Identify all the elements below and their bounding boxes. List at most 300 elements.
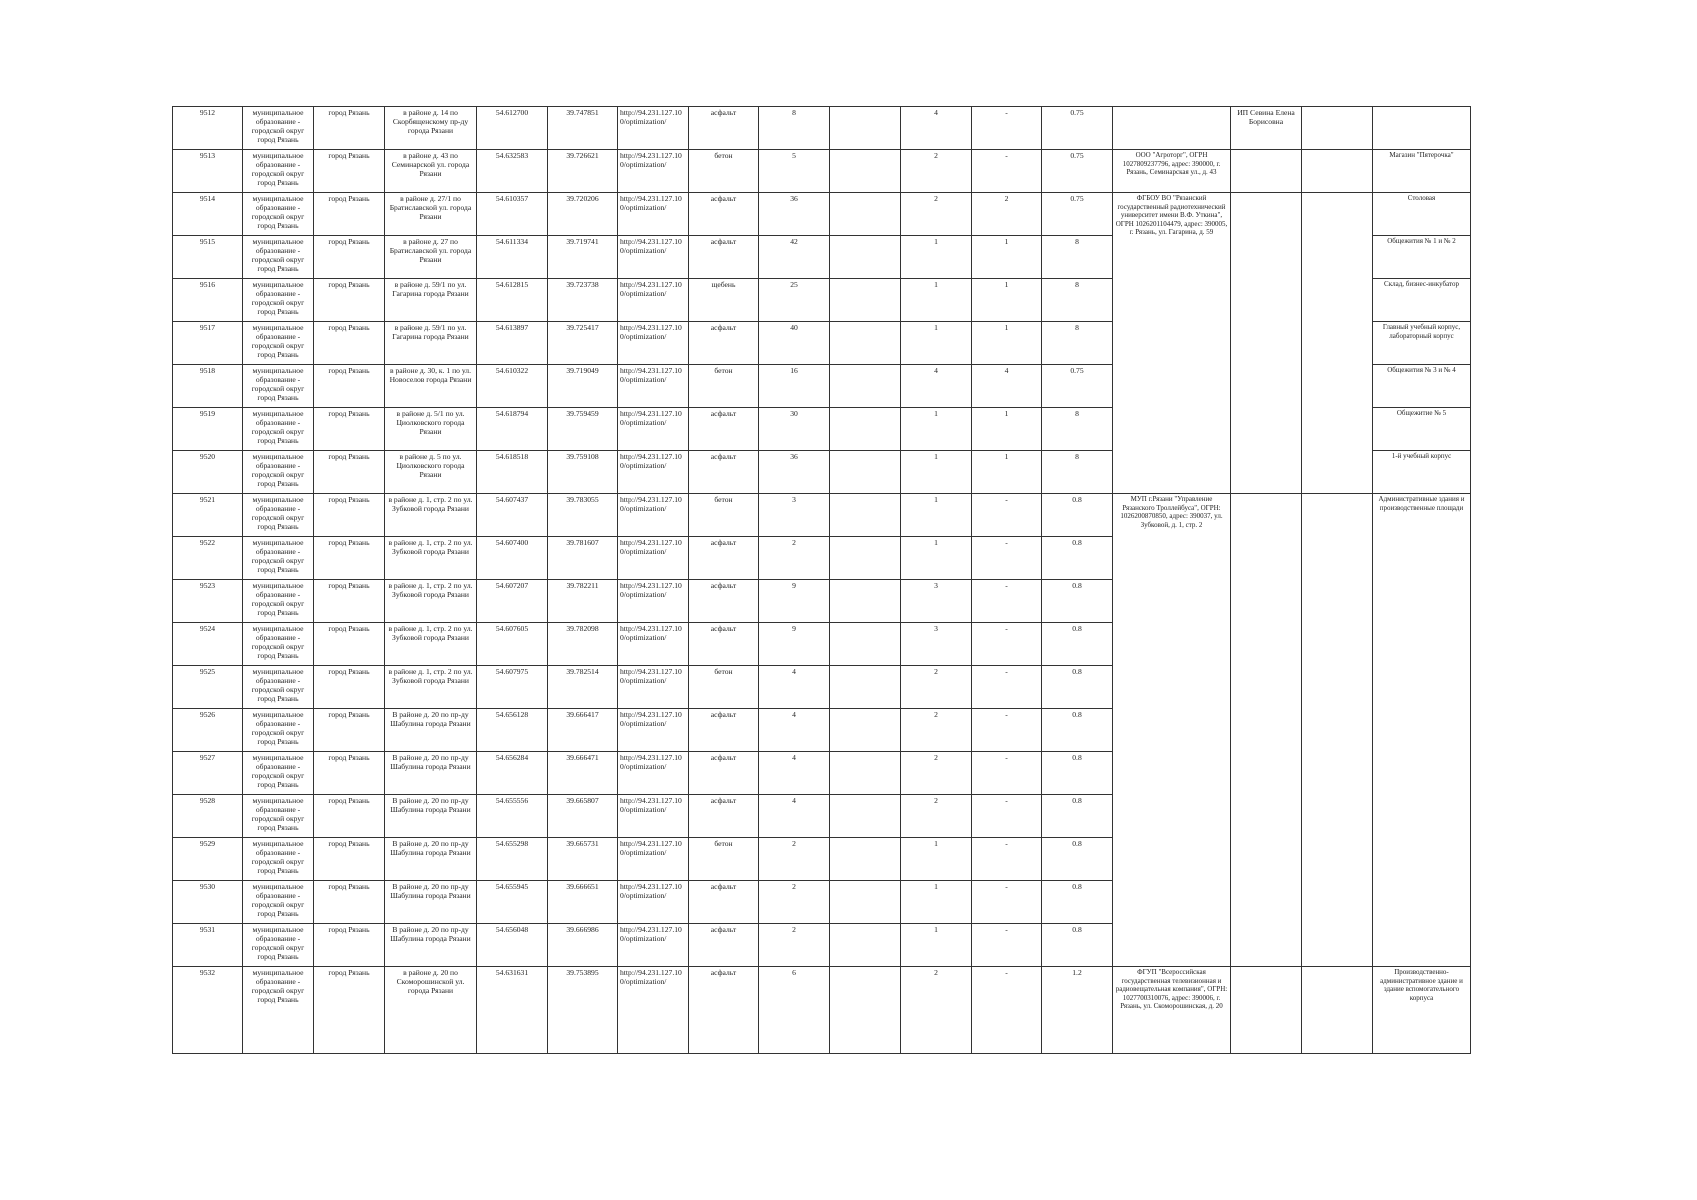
volume-cell: 0.8 [1042,709,1113,752]
volume-cell: 0.8 [1042,494,1113,537]
containers-count-cell: 1 [901,408,972,451]
link-cell: http://94.231.127.10 0/optimization/ [618,752,689,795]
latitude-cell: 54.618794 [477,408,548,451]
city-cell: город Рязань [314,881,385,924]
municipality-cell: муниципальное образование - городской округ город Рязань [243,795,314,838]
owner-cell: ООО "Агроторг", ОГРН 1027809237796, адрес: 390000, г. Рязань, Семинарская ул., д. 43 [1113,150,1231,193]
volume-cell: 0.75 [1042,107,1113,150]
empty-cell [1302,150,1373,193]
city-cell: город Рязань [314,365,385,408]
surface-cell: асфальт [689,881,759,924]
empty-cell [1302,494,1373,967]
longitude-cell: 39.666651 [548,881,618,924]
containers-count-cell: 1 [901,236,972,279]
city-cell: город Рязань [314,279,385,322]
longitude-cell: 39.666417 [548,709,618,752]
area-cell: 9 [759,580,830,623]
waste-source-cell: Столовая [1373,193,1471,236]
address-cell: в районе д. 14 по Скорбященскому пр-ду города Рязани [385,107,477,150]
address-cell: в районе д. 27/1 по Братиславской ул. города Рязани [385,193,477,236]
table-row [173,193,1471,236]
link-cell: http://94.231.127.10 0/optimization/ [618,881,689,924]
area-cell: 4 [759,709,830,752]
area-cell: 30 [759,408,830,451]
city-cell: город Рязань [314,537,385,580]
area-cell: 6 [759,967,830,1054]
municipality-cell: муниципальное образование - городской округ город Рязань [243,494,314,537]
link-cell: http://94.231.127.10 0/optimization/ [618,666,689,709]
empty-cell [1302,107,1373,150]
longitude-cell: 39.759108 [548,451,618,494]
row-number: 9522 [173,537,243,580]
empty-cell [830,623,901,666]
area-cell: 9 [759,623,830,666]
surface-cell: асфальт [689,107,759,150]
containers-count-cell: 1 [901,322,972,365]
surface-cell: асфальт [689,236,759,279]
containers-count-cell: 2 [901,193,972,236]
volume-cell: 0.75 [1042,150,1113,193]
address-cell: В районе д. 20 по пр-ду Шабулина города Рязани [385,795,477,838]
area-cell: 2 [759,537,830,580]
municipality-cell: муниципальное образование - городской округ город Рязань [243,537,314,580]
longitude-cell: 39.759459 [548,408,618,451]
volume-cell: 8 [1042,322,1113,365]
city-cell: город Рязань [314,666,385,709]
containers-count-cell: 2 [901,967,972,1054]
link-cell: http://94.231.127.10 0/optimization/ [618,322,689,365]
planned-count-cell: - [972,580,1042,623]
municipality-cell: муниципальное образование - городской округ город Рязань [243,580,314,623]
volume-cell: 0.8 [1042,752,1113,795]
empty-cell [830,709,901,752]
longitude-cell: 39.782098 [548,623,618,666]
municipality-cell: муниципальное образование - городской округ город Рязань [243,408,314,451]
entrepreneur-cell: ИП Севина Елена Борисовна [1231,107,1302,150]
city-cell: город Рязань [314,236,385,279]
volume-cell: 0.8 [1042,623,1113,666]
planned-count-cell: - [972,795,1042,838]
link-cell: http://94.231.127.10 0/optimization/ [618,150,689,193]
link-cell: http://94.231.127.10 0/optimization/ [618,623,689,666]
waste-source-cell: Общежития № 1 и № 2 [1373,236,1471,279]
planned-count-cell: - [972,838,1042,881]
area-cell: 2 [759,924,830,967]
address-cell: в районе д. 1, стр. 2 по ул. Зубковой города Рязани [385,580,477,623]
empty-cell [830,752,901,795]
row-number: 9529 [173,838,243,881]
containers-count-cell: 1 [901,537,972,580]
row-number: 9527 [173,752,243,795]
owner-cell: ФГБОУ ВО "Рязанский государственный радиотехнический университет имени В.Ф. Уткина", ОГРН 1026201104479, адрес: 390005, г. Рязань, ул. Гагарина, д. 59 [1113,193,1231,494]
latitude-cell: 54.607400 [477,537,548,580]
latitude-cell: 54.618518 [477,451,548,494]
surface-cell: асфальт [689,322,759,365]
row-number: 9513 [173,150,243,193]
link-cell: http://94.231.127.10 0/optimization/ [618,838,689,881]
containers-count-cell: 1 [901,451,972,494]
row-number: 9532 [173,967,243,1054]
address-cell: в районе д. 27 по Братиславской ул. города Рязани [385,236,477,279]
volume-cell: 0.8 [1042,838,1113,881]
planned-count-cell: 1 [972,236,1042,279]
area-cell: 4 [759,666,830,709]
longitude-cell: 39.725417 [548,322,618,365]
owner-cell [1113,107,1231,150]
planned-count-cell: - [972,623,1042,666]
surface-cell: бетон [689,365,759,408]
longitude-cell: 39.723738 [548,279,618,322]
address-cell: в районе д. 1, стр. 2 по ул. Зубковой города Рязани [385,494,477,537]
empty-cell [830,537,901,580]
address-cell: В районе д. 20 по пр-ду Шабулина города Рязани [385,709,477,752]
empty-cell [830,365,901,408]
owner-cell: ФГУП "Всероссийская государственная телевизионная и радиовещательная компания", ОГРН: 1027700310076, адрес: 390006, г. Рязань, ул. Скоморошинская, д. 20 [1113,967,1231,1054]
municipality-cell: муниципальное образование - городской округ город Рязань [243,322,314,365]
row-number: 9517 [173,322,243,365]
longitude-cell: 39.783055 [548,494,618,537]
table-row [173,967,1471,1054]
municipality-cell: муниципальное образование - городской округ город Рязань [243,150,314,193]
area-cell: 2 [759,838,830,881]
row-number: 9528 [173,795,243,838]
volume-cell: 8 [1042,236,1113,279]
city-cell: город Рязань [314,623,385,666]
planned-count-cell: - [972,150,1042,193]
city-cell: город Рязань [314,709,385,752]
containers-count-cell: 2 [901,709,972,752]
municipality-cell: муниципальное образование - городской округ город Рязань [243,881,314,924]
latitude-cell: 54.610322 [477,365,548,408]
city-cell: город Рязань [314,795,385,838]
row-number: 9512 [173,107,243,150]
area-cell: 2 [759,881,830,924]
surface-cell: асфальт [689,193,759,236]
area-cell: 36 [759,193,830,236]
empty-cell [830,150,901,193]
waste-source-cell: Общежитие № 5 [1373,408,1471,451]
empty-cell [830,322,901,365]
planned-count-cell: - [972,494,1042,537]
empty-cell [830,236,901,279]
containers-count-cell: 2 [901,666,972,709]
volume-cell: 0.8 [1042,924,1113,967]
row-number: 9519 [173,408,243,451]
city-cell: город Рязань [314,150,385,193]
surface-cell: асфальт [689,580,759,623]
volume-cell: 0.75 [1042,365,1113,408]
containers-count-cell: 1 [901,838,972,881]
municipality-cell: муниципальное образование - городской округ город Рязань [243,838,314,881]
address-cell: В районе д. 20 по пр-ду Шабулина города Рязани [385,752,477,795]
municipality-cell: муниципальное образование - городской округ город Рязань [243,193,314,236]
link-cell: http://94.231.127.10 0/optimization/ [618,537,689,580]
link-cell: http://94.231.127.10 0/optimization/ [618,580,689,623]
city-cell: город Рязань [314,967,385,1054]
longitude-cell: 39.719049 [548,365,618,408]
longitude-cell: 39.666471 [548,752,618,795]
row-number: 9530 [173,881,243,924]
empty-cell [830,924,901,967]
waste-source-cell: Производственно-административное здание и здание вспомогательного корпуса [1373,967,1471,1054]
city-cell: город Рязань [314,193,385,236]
surface-cell: бетон [689,494,759,537]
longitude-cell: 39.782514 [548,666,618,709]
volume-cell: 1.2 [1042,967,1113,1054]
planned-count-cell: - [972,752,1042,795]
longitude-cell: 39.747851 [548,107,618,150]
row-number: 9520 [173,451,243,494]
waste-source-cell: Общежития № 3 и № 4 [1373,365,1471,408]
latitude-cell: 54.631631 [477,967,548,1054]
empty-cell [830,666,901,709]
area-cell: 8 [759,107,830,150]
area-cell: 16 [759,365,830,408]
area-cell: 4 [759,752,830,795]
city-cell: город Рязань [314,322,385,365]
latitude-cell: 54.612815 [477,279,548,322]
containers-count-cell: 2 [901,795,972,838]
address-cell: в районе д. 1, стр. 2 по ул. Зубковой города Рязани [385,623,477,666]
empty-cell [830,451,901,494]
planned-count-cell: 1 [972,322,1042,365]
empty-cell [830,795,901,838]
containers-count-cell: 1 [901,924,972,967]
area-cell: 42 [759,236,830,279]
empty-cell [1302,967,1373,1054]
link-cell: http://94.231.127.10 0/optimization/ [618,967,689,1054]
municipality-cell: муниципальное образование - городской округ город Рязань [243,967,314,1054]
link-cell: http://94.231.127.10 0/optimization/ [618,236,689,279]
surface-cell: бетон [689,150,759,193]
latitude-cell: 54.632583 [477,150,548,193]
row-number: 9521 [173,494,243,537]
containers-count-cell: 1 [901,494,972,537]
link-cell: http://94.231.127.10 0/optimization/ [618,408,689,451]
planned-count-cell: 1 [972,408,1042,451]
address-cell: в районе д. 1, стр. 2 по ул. Зубковой города Рязани [385,537,477,580]
planned-count-cell: 4 [972,365,1042,408]
surface-cell: бетон [689,666,759,709]
surface-cell: асфальт [689,537,759,580]
waste-source-cell: Магазин "Пятерочка" [1373,150,1471,193]
area-cell: 36 [759,451,830,494]
longitude-cell: 39.782211 [548,580,618,623]
longitude-cell: 39.753895 [548,967,618,1054]
row-number: 9531 [173,924,243,967]
link-cell: http://94.231.127.10 0/optimization/ [618,451,689,494]
link-cell: http://94.231.127.10 0/optimization/ [618,494,689,537]
latitude-cell: 54.656128 [477,709,548,752]
longitude-cell: 39.781607 [548,537,618,580]
link-cell: http://94.231.127.10 0/optimization/ [618,279,689,322]
surface-cell: асфальт [689,795,759,838]
surface-cell: асфальт [689,623,759,666]
municipality-cell: муниципальное образование - городской округ город Рязань [243,365,314,408]
city-cell: город Рязань [314,580,385,623]
table-row [173,494,1471,537]
table-row [173,150,1471,193]
planned-count-cell: - [972,666,1042,709]
row-number: 9523 [173,580,243,623]
volume-cell: 0.75 [1042,193,1113,236]
latitude-cell: 54.656048 [477,924,548,967]
empty-cell [830,494,901,537]
surface-cell: асфальт [689,451,759,494]
municipality-cell: муниципальное образование - городской округ город Рязань [243,752,314,795]
address-cell: в районе д. 20 по Скоморошинской ул. города Рязани [385,967,477,1054]
latitude-cell: 54.607605 [477,623,548,666]
surface-cell: асфальт [689,408,759,451]
surface-cell: асфальт [689,709,759,752]
city-cell: город Рязань [314,107,385,150]
link-cell: http://94.231.127.10 0/optimization/ [618,709,689,752]
latitude-cell: 54.611334 [477,236,548,279]
containers-count-cell: 3 [901,580,972,623]
latitude-cell: 54.655945 [477,881,548,924]
address-cell: в районе д. 1, стр. 2 по ул. Зубковой города Рязани [385,666,477,709]
row-number: 9516 [173,279,243,322]
row-number: 9514 [173,193,243,236]
city-cell: город Рязань [314,838,385,881]
latitude-cell: 54.655556 [477,795,548,838]
municipality-cell: муниципальное образование - городской округ город Рязань [243,236,314,279]
planned-count-cell: - [972,967,1042,1054]
waste-source-cell: Административные здания и производственные площади [1373,494,1471,967]
empty-cell [830,838,901,881]
address-cell: в районе д. 30, к. 1 по ул. Новоселов города Рязани [385,365,477,408]
row-number: 9518 [173,365,243,408]
volume-cell: 0.8 [1042,881,1113,924]
containers-count-cell: 1 [901,279,972,322]
empty-cell [1231,967,1302,1054]
waste-source-cell: Склад, бизнес-инкубатор [1373,279,1471,322]
surface-cell: асфальт [689,752,759,795]
row-number: 9526 [173,709,243,752]
planned-count-cell: - [972,537,1042,580]
area-cell: 5 [759,150,830,193]
address-cell: в районе д. 43 по Семинарской ул. города Рязани [385,150,477,193]
municipality-cell: муниципальное образование - городской округ город Рязань [243,623,314,666]
volume-cell: 8 [1042,451,1113,494]
empty-cell [830,967,901,1054]
empty-cell [1231,494,1302,967]
city-cell: город Рязань [314,451,385,494]
empty-cell [830,881,901,924]
address-cell: В районе д. 20 по пр-ду Шабулина города Рязани [385,838,477,881]
area-cell: 3 [759,494,830,537]
address-cell: в районе д. 59/1 по ул. Гагарина города Рязани [385,279,477,322]
empty-cell [830,193,901,236]
containers-count-cell: 2 [901,150,972,193]
empty-cell [830,580,901,623]
latitude-cell: 54.655298 [477,838,548,881]
link-cell: http://94.231.127.10 0/optimization/ [618,795,689,838]
surface-cell: асфальт [689,967,759,1054]
city-cell: город Рязань [314,408,385,451]
municipality-cell: муниципальное образование - городской округ город Рязань [243,107,314,150]
planned-count-cell: - [972,709,1042,752]
address-cell: В районе д. 20 по пр-ду Шабулина города Рязани [385,924,477,967]
link-cell: http://94.231.127.10 0/optimization/ [618,924,689,967]
municipality-cell: муниципальное образование - городской округ город Рязань [243,451,314,494]
address-cell: в районе д. 59/1 по ул. Гагарина города Рязани [385,322,477,365]
longitude-cell: 39.726621 [548,150,618,193]
city-cell: город Рязань [314,752,385,795]
city-cell: город Рязань [314,924,385,967]
planned-count-cell: - [972,924,1042,967]
latitude-cell: 54.613897 [477,322,548,365]
containers-count-cell: 2 [901,752,972,795]
longitude-cell: 39.665807 [548,795,618,838]
volume-cell: 0.8 [1042,580,1113,623]
planned-count-cell: 2 [972,193,1042,236]
table-row [173,107,1471,150]
row-number: 9515 [173,236,243,279]
empty-cell [830,279,901,322]
longitude-cell: 39.666986 [548,924,618,967]
municipality-cell: муниципальное образование - городской округ город Рязань [243,666,314,709]
planned-count-cell: 1 [972,451,1042,494]
latitude-cell: 54.607437 [477,494,548,537]
waste-source-cell: 1-й учебный корпус [1373,451,1471,494]
volume-cell: 0.8 [1042,537,1113,580]
containers-count-cell: 3 [901,623,972,666]
link-cell: http://94.231.127.10 0/optimization/ [618,107,689,150]
municipality-cell: муниципальное образование - городской округ город Рязань [243,924,314,967]
empty-cell [830,107,901,150]
address-cell: в районе д. 5/1 по ул. Циолковского города Рязани [385,408,477,451]
row-number: 9524 [173,623,243,666]
latitude-cell: 54.656284 [477,752,548,795]
row-number: 9525 [173,666,243,709]
planned-count-cell: 1 [972,279,1042,322]
city-cell: город Рязань [314,494,385,537]
container-sites-table [172,106,1471,1054]
latitude-cell: 54.610357 [477,193,548,236]
empty-cell [1302,193,1373,494]
containers-count-cell: 1 [901,881,972,924]
empty-cell [830,408,901,451]
latitude-cell: 54.612700 [477,107,548,150]
planned-count-cell: - [972,107,1042,150]
latitude-cell: 54.607207 [477,580,548,623]
owner-cell: МУП г.Рязани "Управление Рязанского Троллейбуса", ОГРН: 1026200870850, адрес: 390037, ул. Зубковой, д. 1, стр. 2 [1113,494,1231,967]
longitude-cell: 39.719741 [548,236,618,279]
containers-count-cell: 4 [901,365,972,408]
latitude-cell: 54.607975 [477,666,548,709]
municipality-cell: муниципальное образование - городской округ город Рязань [243,709,314,752]
containers-count-cell: 4 [901,107,972,150]
area-cell: 25 [759,279,830,322]
volume-cell: 0.8 [1042,666,1113,709]
address-cell: в районе д. 5 по ул. Циолковского города Рязани [385,451,477,494]
surface-cell: бетон [689,838,759,881]
volume-cell: 0.8 [1042,795,1113,838]
planned-count-cell: - [972,881,1042,924]
empty-cell [1231,150,1302,193]
link-cell: http://94.231.127.10 0/optimization/ [618,365,689,408]
empty-cell [1231,193,1302,494]
area-cell: 40 [759,322,830,365]
link-cell: http://94.231.127.10 0/optimization/ [618,193,689,236]
longitude-cell: 39.665731 [548,838,618,881]
surface-cell: асфальт [689,924,759,967]
waste-source-cell [1373,107,1471,150]
surface-cell: щебень [689,279,759,322]
address-cell: В районе д. 20 по пр-ду Шабулина города Рязани [385,881,477,924]
waste-source-cell: Главный учебный корпус, лабораторный корпус [1373,322,1471,365]
